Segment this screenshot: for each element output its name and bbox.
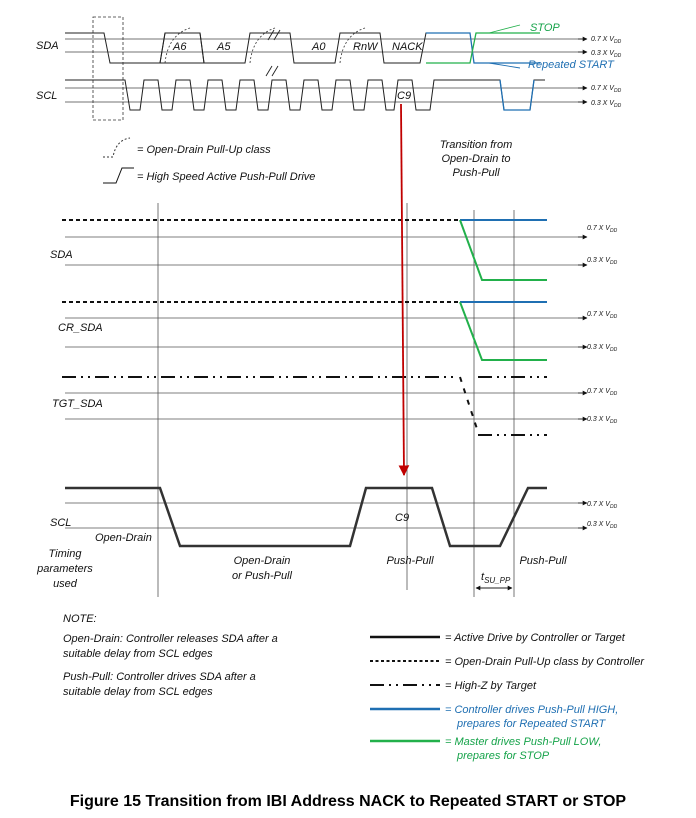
top-sda-label: SDA — [36, 40, 59, 52]
phase-push-pull-2: Push-Pull — [519, 555, 567, 567]
top-vhigh-1: 0.7 X $V_{DD}$ — [591, 36, 622, 45]
svg-text:Open-Drain to: Open-Drain to — [441, 153, 511, 165]
sda-label: SDA — [50, 249, 73, 261]
svg-text:0.7 X VDD: 0.7 X $V_{DD}$ — [587, 311, 618, 320]
svg-text:parameters: parameters — [37, 563, 93, 575]
legend-active: = Active Drive by Controller or Target — [445, 632, 625, 644]
scl-label: SCL — [50, 517, 72, 529]
top-legend — [103, 138, 315, 183]
transition-label — [440, 139, 513, 179]
svg-text:Push-Pull: Controller drives S: Push-Pull: Controller drives SDA after a — [63, 671, 256, 683]
legend-highz: = High-Z by Target — [445, 680, 536, 692]
top-vlow-1: 0.3 X $V_{DD}$ — [591, 50, 622, 59]
sda-green — [460, 220, 547, 280]
push-pull-symbol — [103, 168, 134, 183]
bit-nack: NACK — [392, 41, 423, 53]
svg-text:Push-Pull: Push-Pull — [452, 167, 500, 179]
legend-green-2: prepares for STOP — [457, 750, 550, 762]
main-diagram — [36, 104, 617, 597]
top-sda-blue — [426, 33, 540, 63]
svg-text:Open-Drain: Controller release: Open-Drain: Controller releases SDA after a — [63, 633, 278, 645]
tgt-sda-label: TGT_SDA — [52, 398, 103, 410]
svg-text:0.3 X VDD: 0.3 X $V_{DD}$ — [587, 344, 618, 353]
tgt-sda-transition — [460, 377, 478, 432]
repeated-start-label: Repeated START — [528, 59, 614, 71]
figure-caption: Figure 15 Transition from IBI Address NACK to Repeated START or STOP — [69, 793, 627, 810]
phase-or-push-pull — [232, 555, 292, 582]
notes-title: NOTE: — [63, 613, 97, 625]
cr-sda-green — [460, 302, 547, 360]
legend — [370, 632, 645, 762]
svg-text:0.7 X VDD: 0.7 X $V_{DD}$ — [587, 225, 618, 234]
c9-label: C9 — [395, 512, 410, 524]
top-vhigh-2: 0.7 X $V_{DD}$ — [591, 85, 622, 94]
svg-text:or Push-Pull: or Push-Pull — [232, 570, 292, 582]
svg-text:Open-Drain: Open-Drain — [233, 555, 291, 567]
legend-push-pull: = High Speed Active Push-Pull Drive — [137, 171, 316, 183]
bit-a5: A5 — [217, 41, 231, 53]
svg-text:suitable delay from SCL edges: suitable delay from SCL edges — [63, 648, 213, 660]
svg-text:Timing: Timing — [48, 548, 82, 560]
svg-text:0.3 X VDD: 0.3 X $V_{DD}$ — [587, 521, 618, 530]
phase-open-drain: Open-Drain — [95, 532, 152, 544]
top-scl-wave — [65, 80, 545, 110]
svg-text:0.7 X VDD: 0.7 X $V_{DD}$ — [587, 388, 618, 397]
top-scl-label: SCL — [36, 90, 58, 102]
bit-rnw: RnW — [353, 41, 378, 53]
top-vlow-2: 0.3 X $V_{DD}$ — [591, 100, 622, 109]
svg-text:suitable delay from SCL edges: suitable delay from SCL edges — [63, 686, 213, 698]
voltage-labels — [587, 225, 618, 530]
top-section — [36, 17, 622, 120]
tsu-label: $t_{SU\_PP}$ — [481, 571, 511, 585]
legend-blue-1: = Controller drives Push-Pull HIGH, — [445, 704, 619, 716]
notes — [63, 613, 278, 698]
top-c9-label: C9 — [397, 90, 412, 102]
svg-text:Transition from: Transition from — [439, 139, 513, 151]
legend-green-1: = Master drives Push-Pull LOW, — [445, 736, 602, 748]
stop-label: STOP — [530, 22, 560, 34]
svg-text:0.3 X VDD: 0.3 X $V_{DD}$ — [587, 257, 618, 266]
bit-a6: A6 — [173, 41, 187, 53]
cr-sda-label: CR_SDA — [58, 322, 103, 334]
phase-push-pull-1: Push-Pull — [386, 555, 434, 567]
svg-text:0.7 X VDD: 0.7 X $V_{DD}$ — [587, 501, 618, 510]
legend-blue-2: prepares for Repeated START — [457, 718, 606, 730]
top-sda-green — [426, 33, 540, 63]
top-sda-wave — [65, 33, 435, 63]
start-condition-box — [93, 17, 123, 120]
legend-pullup: = Open-Drain Pull-Up class by Controller — [445, 656, 644, 668]
legend-open-drain: = Open-Drain Pull-Up class — [137, 144, 271, 156]
phase-timing-label — [36, 548, 93, 590]
bit-a0: A0 — [312, 41, 326, 53]
open-drain-symbol — [103, 138, 130, 157]
svg-text:0.3 X VDD: 0.3 X $V_{DD}$ — [587, 416, 618, 425]
svg-text:used: used — [53, 578, 77, 590]
